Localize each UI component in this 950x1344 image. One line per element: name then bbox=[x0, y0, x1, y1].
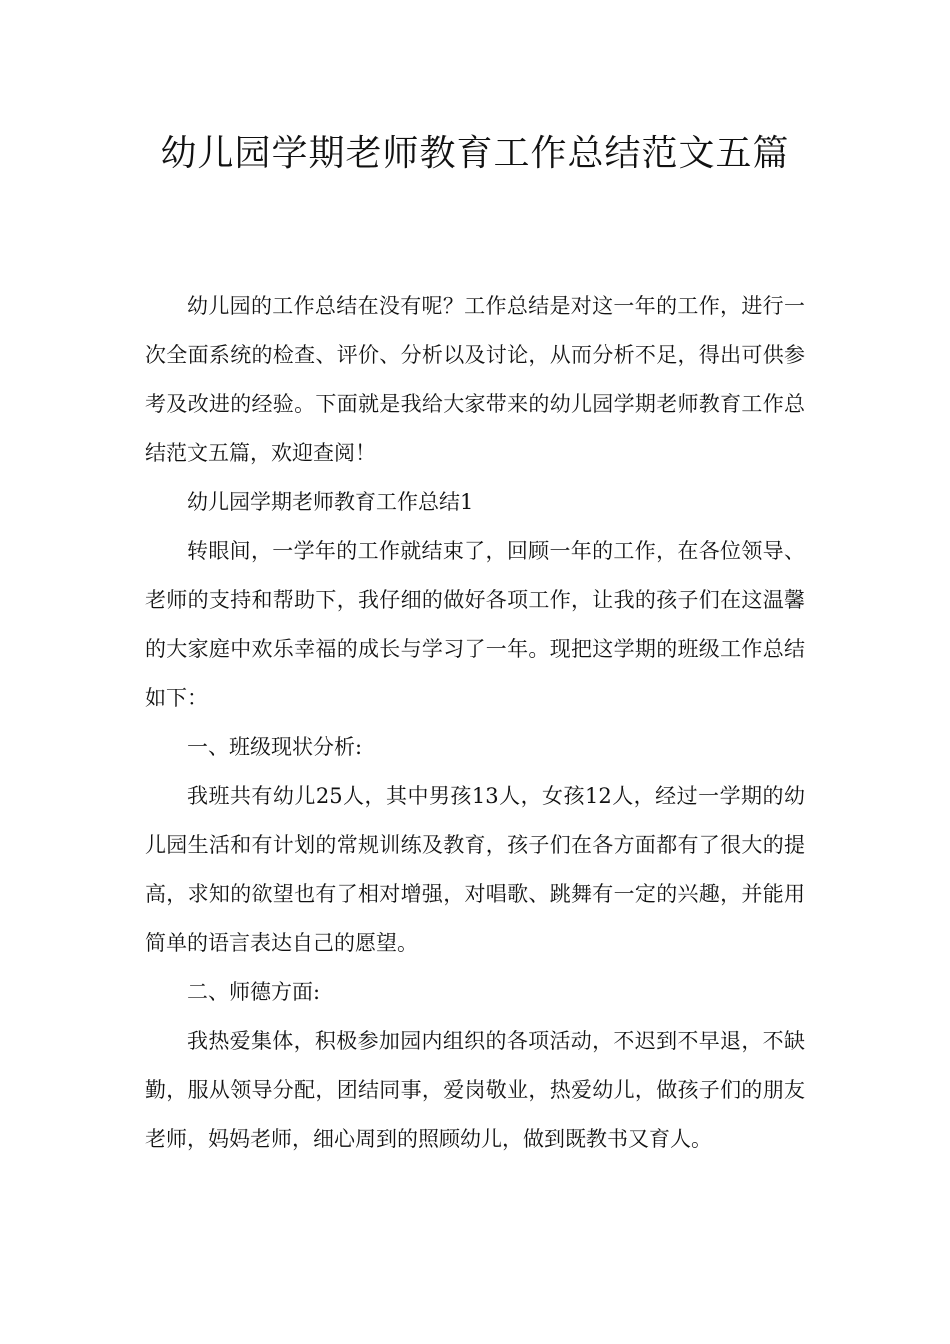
class-status-paragraph: 我班共有幼儿25人，其中男孩13人，女孩12人，经过一学期的幼儿园生活和有计划的常规训练及教育，孩子们在各方面都有了很大的提高，求知的欲望也有了相对增强，对唱歌、跳舞有一定的兴趣，并能用简单的语言表达自己的愿望。 bbox=[145, 784, 805, 955]
document-title: 幼儿园学期老师教育工作总结范文五篇 bbox=[160, 133, 790, 174]
subheading-teacher-ethics: 二、师德方面: bbox=[187, 980, 321, 1004]
subheading-class-status: 一、班级现状分析: bbox=[187, 735, 363, 759]
section-heading-summary-1: 幼儿园学期老师教育工作总结1 bbox=[187, 490, 474, 514]
summary-1-opening-paragraph: 转眼间，一学年的工作就结束了，回顾一年的工作，在各位领导、老师的支持和帮助下，我仔细的做好各项工作，让我的孩子们在这温馨的大家庭中欢乐幸福的成长与学习了一年。现把这学期的班级工作总结如下： bbox=[145, 539, 805, 710]
teacher-ethics-paragraph: 我热爱集体，积极参加园内组织的各项活动，不迟到不早退，不缺勤，服从领导分配，团结同事，爱岗敬业，热爱幼儿，做孩子们的朋友老师，妈妈老师，细心周到的照顾幼儿，做到既教书又育人。 bbox=[145, 1029, 805, 1151]
document-body bbox=[145, 282, 805, 1164]
intro-paragraph: 幼儿园的工作总结在没有呢？工作总结是对这一年的工作，进行一次全面系统的检查、评价、分析以及讨论，从而分析不足，得出可供参考及改进的经验。下面就是我给大家带来的幼儿园学期老师教育工作总结范文五篇，欢迎查阅！ bbox=[145, 294, 805, 465]
